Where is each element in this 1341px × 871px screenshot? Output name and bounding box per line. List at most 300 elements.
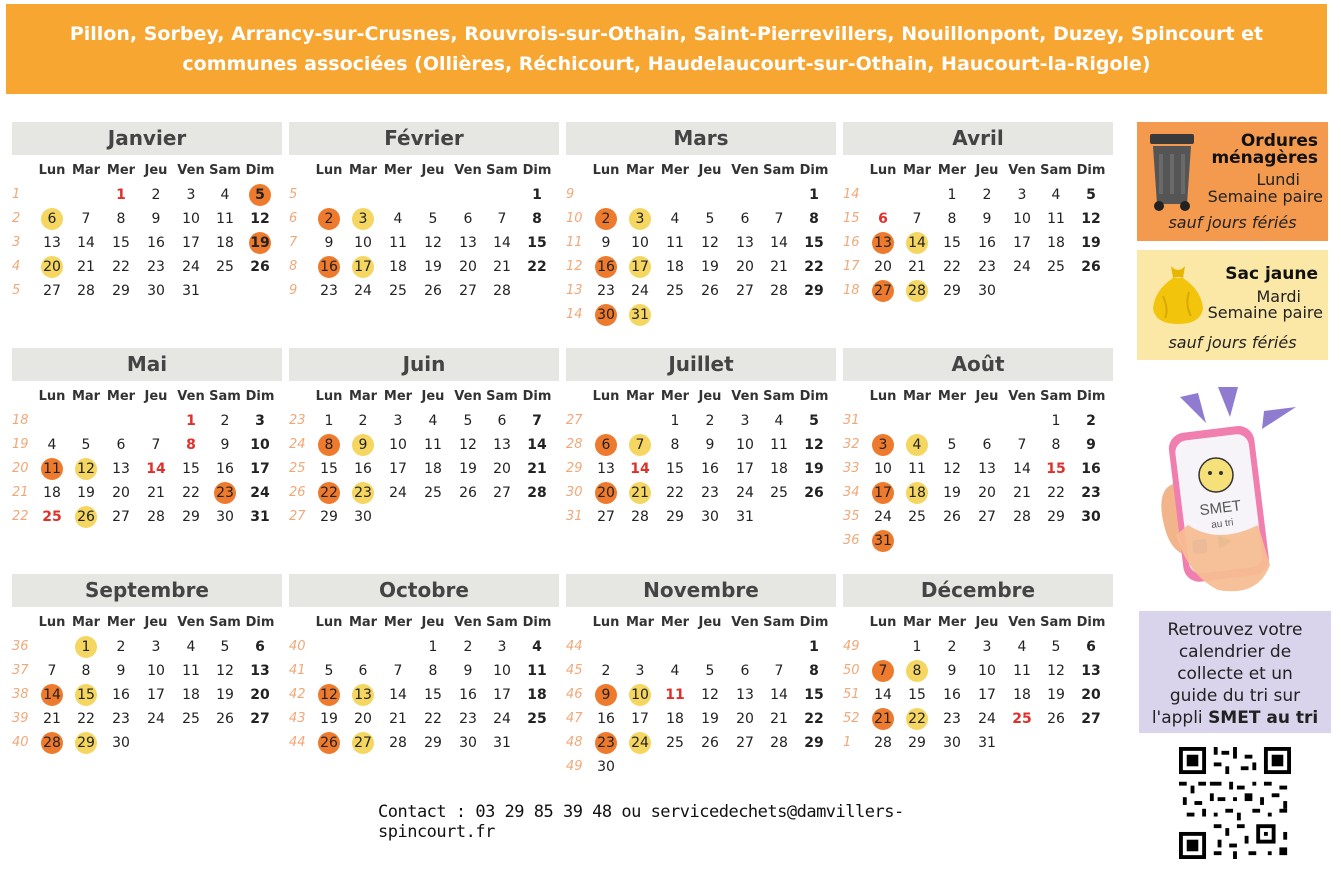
calendar-day: 17 — [1013, 235, 1031, 251]
weekday-label: Ven — [731, 615, 759, 630]
week-number: 9 — [289, 283, 298, 298]
calendar-day: 2 — [982, 187, 992, 203]
calendar-day: 15 — [424, 687, 442, 703]
weekday-label: Mer — [937, 389, 967, 404]
legend-ordures-menageres — [1137, 122, 1328, 241]
calendar-day: 13 — [1081, 663, 1101, 679]
app-name-top: SMET — [1198, 497, 1243, 520]
collection-day-sac-jaune: 17 — [352, 256, 374, 278]
week-number: 44 — [289, 735, 306, 750]
week-number: 14 — [566, 307, 583, 322]
month-mai — [12, 348, 282, 529]
calendar-day: 24 — [250, 485, 270, 501]
week-row — [566, 279, 836, 303]
calendar-day: 20 — [736, 259, 754, 275]
calendar-day: 22 — [804, 711, 824, 727]
weekday-label: Mar — [348, 163, 378, 178]
weekday-label: Mar — [348, 389, 378, 404]
calendar-day: 2 — [220, 413, 230, 429]
weekday-label: Mer — [937, 163, 967, 178]
calendar-day: 24 — [354, 283, 372, 299]
calendar-day: 23 — [943, 711, 961, 727]
calendar-day: 7 — [47, 663, 57, 679]
calendar-day: 25 — [1047, 259, 1065, 275]
month-title: Février — [289, 122, 559, 155]
calendar-day: 1 — [947, 187, 957, 203]
calendar-day: 23 — [701, 485, 719, 501]
week-row — [12, 255, 282, 279]
weekday-label: Dim — [799, 163, 829, 178]
week-row — [289, 505, 559, 529]
calendar-day: 30 — [112, 735, 130, 751]
calendar-day: 4 — [532, 639, 542, 655]
calendar-day: 22 — [182, 485, 200, 501]
weekday-label: Sam — [486, 615, 518, 630]
weekday-label: Jeu — [698, 163, 722, 178]
promo-line-4: guide du tri sur — [1169, 686, 1301, 706]
calendar-day: 24 — [736, 485, 754, 501]
weekday-label: Jeu — [975, 615, 999, 630]
week-row — [843, 505, 1113, 529]
calendar-day: 5 — [428, 211, 438, 227]
week-number: 48 — [566, 735, 583, 750]
calendar-day: 10 — [389, 437, 407, 453]
calendar-day: 12 — [424, 235, 442, 251]
holiday-day: 8 — [186, 437, 196, 453]
calendar-day: 25 — [216, 259, 234, 275]
collection-day-sac-jaune: 31 — [629, 304, 651, 326]
promo-app-name: SMET au tri — [1208, 708, 1319, 728]
calendar-day: 4 — [1051, 187, 1061, 203]
weekday-label: Jeu — [421, 615, 445, 630]
calendar-day: 10 — [493, 663, 511, 679]
collection-day-ordures: 12 — [318, 684, 340, 706]
weekday-header-row — [843, 159, 1113, 183]
collection-day-ordures: 7 — [872, 660, 894, 682]
calendar-day: 9 — [116, 663, 126, 679]
calendar-day: 9 — [220, 437, 230, 453]
calendar-day: 13 — [736, 235, 754, 251]
month-mars — [566, 122, 836, 327]
calendar-day: 10 — [874, 461, 892, 477]
calendar-day: 20 — [874, 259, 892, 275]
calendar-day: 11 — [389, 235, 407, 251]
calendar-day: 21 — [493, 259, 511, 275]
weekday-label: Dim — [245, 389, 275, 404]
weekday-label: Jeu — [698, 615, 722, 630]
calendar-day: 22 — [527, 259, 547, 275]
calendar-day: 14 — [493, 235, 511, 251]
holiday-day: 25 — [1012, 711, 1032, 727]
weekday-label: Dim — [522, 389, 552, 404]
weekday-label: Ven — [454, 615, 482, 630]
month-juillet — [566, 348, 836, 529]
holiday-day: 14 — [630, 461, 650, 477]
calendar-day: 4 — [393, 211, 403, 227]
weekday-label: Lun — [315, 163, 343, 178]
calendar-day: 16 — [147, 235, 165, 251]
week-number: 49 — [843, 639, 860, 654]
calendar-day: 27 — [978, 509, 996, 525]
calendar-day: 1 — [670, 413, 680, 429]
calendar-day: 16 — [597, 711, 615, 727]
calendar-day: 9 — [601, 235, 611, 251]
week-row — [843, 659, 1113, 683]
app-name-bottom: au tri — [1210, 517, 1235, 531]
calendar-day: 2 — [705, 413, 715, 429]
collection-day-sac-jaune: 29 — [75, 732, 97, 754]
calendar-day: 5 — [1051, 639, 1061, 655]
calendar-day: 22 — [804, 259, 824, 275]
collection-day-sac-jaune: 17 — [629, 256, 651, 278]
week-number: 32 — [843, 437, 860, 452]
weekday-label: Ven — [177, 389, 205, 404]
calendar-day: 16 — [459, 687, 477, 703]
calendar-day: 21 — [770, 259, 788, 275]
weekday-label: Ven — [1008, 163, 1036, 178]
calendar-day: 3 — [151, 639, 161, 655]
weekday-label: Ven — [454, 163, 482, 178]
weekday-label: Ven — [454, 389, 482, 404]
week-row — [566, 707, 836, 731]
holiday-day: 25 — [42, 509, 62, 525]
calendar-day: 24 — [1013, 259, 1031, 275]
calendar-day: 17 — [147, 687, 165, 703]
week-row — [843, 183, 1113, 207]
calendar-day: 11 — [1013, 663, 1031, 679]
calendar-day: 19 — [943, 485, 961, 501]
week-number: 31 — [566, 509, 583, 524]
week-row — [843, 255, 1113, 279]
calendar-day: 25 — [182, 711, 200, 727]
week-number: 39 — [12, 711, 29, 726]
calendar-day: 13 — [459, 235, 477, 251]
calendar-day: 30 — [354, 509, 372, 525]
month-title: Juin — [289, 348, 559, 381]
calendar-day: 9 — [1086, 437, 1096, 453]
weekday-label: Sam — [209, 163, 241, 178]
calendar-day: 28 — [770, 735, 788, 751]
collection-day-sac-jaune: 23 — [352, 482, 374, 504]
week-row — [12, 409, 282, 433]
calendar-day: 14 — [770, 235, 788, 251]
weekday-label: Ven — [1008, 389, 1036, 404]
weekday-label: Sam — [209, 389, 241, 404]
week-row — [12, 183, 282, 207]
calendar-day: 26 — [1081, 259, 1101, 275]
week-number: 43 — [289, 711, 306, 726]
weekday-label: Mer — [383, 163, 413, 178]
calendar-day: 25 — [908, 509, 926, 525]
weekday-label: Sam — [763, 615, 795, 630]
calendar-day: 28 — [389, 735, 407, 751]
week-number: 7 — [289, 235, 298, 250]
calendar-day: 12 — [1081, 211, 1101, 227]
calendar-day: 6 — [255, 639, 265, 655]
calendar-day: 29 — [666, 509, 684, 525]
calendar-day: 30 — [147, 283, 165, 299]
calendar-day: 5 — [705, 663, 715, 679]
calendar-day: 8 — [81, 663, 91, 679]
calendar-day: 12 — [701, 687, 719, 703]
calendar-day: 10 — [354, 235, 372, 251]
week-number: 11 — [566, 235, 583, 250]
week-number: 2 — [12, 211, 21, 226]
week-row — [12, 707, 282, 731]
collection-day-sac-jaune: 13 — [352, 684, 374, 706]
weekday-label: Lun — [315, 615, 343, 630]
collection-day-sac-jaune: 9 — [352, 434, 374, 456]
calendar-day: 17 — [736, 461, 754, 477]
calendar-day: 27 — [459, 283, 477, 299]
calendar-day: 2 — [1086, 413, 1096, 429]
calendar-day: 20 — [459, 259, 477, 275]
calendar-day: 8 — [532, 211, 542, 227]
calendar-day: 23 — [112, 711, 130, 727]
week-number: 14 — [843, 187, 860, 202]
week-number: 45 — [566, 663, 583, 678]
week-number: 46 — [566, 687, 583, 702]
calendar-day: 13 — [597, 461, 615, 477]
calendar-day: 2 — [116, 639, 126, 655]
ray-right-icon — [1262, 407, 1296, 429]
holiday-day: 15 — [1046, 461, 1066, 477]
calendar-day: 6 — [740, 663, 750, 679]
calendar-day: 18 — [182, 687, 200, 703]
week-row — [289, 207, 559, 231]
week-row — [843, 481, 1113, 505]
week-row — [843, 279, 1113, 303]
calendar-day: 25 — [770, 485, 788, 501]
month-title: Juillet — [566, 348, 836, 381]
week-number: 40 — [12, 735, 29, 750]
calendar-day: 9 — [982, 211, 992, 227]
calendar-day: 11 — [182, 663, 200, 679]
calendar-day: 17 — [182, 235, 200, 251]
week-number: 36 — [12, 639, 29, 654]
weekday-header-row — [566, 159, 836, 183]
weekday-header-row — [566, 611, 836, 635]
week-row — [289, 183, 559, 207]
calendar-day: 28 — [631, 509, 649, 525]
weekday-label: Mar — [625, 389, 655, 404]
calendar-day: 29 — [943, 283, 961, 299]
collection-day-ordures: 26 — [318, 732, 340, 754]
week-row — [566, 457, 836, 481]
calendar-day: 31 — [493, 735, 511, 751]
smet-app-phone-illustration — [1158, 385, 1308, 600]
week-row — [12, 505, 282, 529]
week-number: 1 — [843, 735, 852, 750]
month-decembre — [843, 574, 1113, 755]
calendar-day: 14 — [1013, 461, 1031, 477]
weekday-label: Jeu — [421, 389, 445, 404]
weekday-label: Ven — [731, 163, 759, 178]
calendar-day: 7 — [774, 663, 784, 679]
calendar-day: 21 — [77, 259, 95, 275]
calendar-day: 22 — [666, 485, 684, 501]
month-avril — [843, 122, 1113, 303]
week-row — [566, 183, 836, 207]
calendar-day: 8 — [809, 211, 819, 227]
weekday-label: Dim — [799, 615, 829, 630]
week-row — [566, 409, 836, 433]
calendar-day: 16 — [943, 687, 961, 703]
weekday-label: Mer — [106, 163, 136, 178]
week-row — [12, 433, 282, 457]
calendar-day: 10 — [182, 211, 200, 227]
collection-day-sac-jaune: 28 — [906, 280, 928, 302]
week-number: 27 — [289, 509, 306, 524]
calendar-day: 20 — [250, 687, 270, 703]
calendar-day: 27 — [112, 509, 130, 525]
calendar-day: 2 — [151, 187, 161, 203]
calendar-day: 26 — [943, 509, 961, 525]
weekday-label: Dim — [245, 163, 275, 178]
week-number: 29 — [566, 461, 583, 476]
calendar-day: 10 — [1013, 211, 1031, 227]
promo-line-3: collecte et un — [1177, 664, 1293, 684]
calendar-day: 7 — [912, 211, 922, 227]
calendar-day: 18 — [216, 235, 234, 251]
collection-day-sac-jaune: 3 — [352, 208, 374, 230]
weekday-label: Mer — [383, 389, 413, 404]
calendar-day: 26 — [1047, 711, 1065, 727]
collection-day-ordures: 28 — [41, 732, 63, 754]
week-number: 28 — [566, 437, 583, 452]
collection-day-sac-jaune: 24 — [629, 732, 651, 754]
qr-code-icon[interactable] — [1179, 747, 1291, 859]
legend-sj-note: sauf jours fériés — [1168, 333, 1297, 352]
legend-sj-day: Mardi — [1256, 287, 1301, 306]
collection-day-sac-jaune: 10 — [629, 684, 651, 706]
calendar-day: 6 — [497, 413, 507, 429]
calendar-day: 29 — [804, 283, 824, 299]
calendar-day: 12 — [459, 437, 477, 453]
week-row — [843, 635, 1113, 659]
weekday-label: Lun — [869, 615, 897, 630]
week-row — [289, 409, 559, 433]
collection-day-sac-jaune: 12 — [75, 458, 97, 480]
week-number: 4 — [12, 259, 21, 274]
calendar-day: 27 — [493, 485, 511, 501]
week-row — [12, 231, 282, 255]
week-number: 6 — [289, 211, 298, 226]
week-number: 24 — [289, 437, 306, 452]
calendar-day: 19 — [804, 461, 824, 477]
week-row — [289, 255, 559, 279]
calendar-day: 7 — [81, 211, 91, 227]
collection-day-ordures: 22 — [318, 482, 340, 504]
calendar-day: 15 — [666, 461, 684, 477]
calendar-day: 26 — [250, 259, 270, 275]
calendar-day: 3 — [740, 413, 750, 429]
week-row — [289, 481, 559, 505]
week-number: 26 — [289, 485, 306, 500]
week-row — [12, 207, 282, 231]
weekday-label: Mer — [106, 389, 136, 404]
week-number: 44 — [566, 639, 583, 654]
calendar-day: 30 — [216, 509, 234, 525]
calendar-day: 3 — [393, 413, 403, 429]
calendar-day: 26 — [424, 283, 442, 299]
calendar-day: 30 — [978, 283, 996, 299]
calendar-day: 27 — [736, 735, 754, 751]
weekday-label: Dim — [1076, 163, 1106, 178]
collection-day-ordures: 13 — [872, 232, 894, 254]
ray-middle-icon — [1218, 387, 1238, 417]
calendar-day: 10 — [250, 437, 270, 453]
calendar-day: 13 — [112, 461, 130, 477]
week-row — [12, 683, 282, 707]
collection-day-ordures: 23 — [595, 732, 617, 754]
week-number: 35 — [843, 509, 860, 524]
calendar-day: 12 — [1047, 663, 1065, 679]
calendar-day: 25 — [666, 735, 684, 751]
weekday-label: Lun — [315, 389, 343, 404]
calendar-day: 31 — [250, 509, 270, 525]
week-row — [843, 529, 1113, 553]
weekday-label: Sam — [1040, 163, 1072, 178]
legend-om-frequency: Semaine paire — [1207, 187, 1323, 206]
weekday-label: Dim — [245, 615, 275, 630]
legend-sac-jaune — [1137, 250, 1328, 360]
holiday-day: 1 — [116, 187, 126, 203]
weekday-header-row — [289, 159, 559, 183]
week-number: 27 — [566, 413, 583, 428]
calendar-day: 1 — [532, 187, 542, 203]
legend-om-title-1: Ordures — [1240, 131, 1318, 151]
week-row — [289, 683, 559, 707]
week-row — [843, 207, 1113, 231]
weekday-header-row — [12, 611, 282, 635]
contact-line: Contact : 03 29 85 39 48 ou servicedechets@damvillers-spincourt.fr — [378, 802, 904, 842]
calendar-day: 5 — [705, 211, 715, 227]
week-number: 33 — [843, 461, 860, 476]
calendar-day: 6 — [358, 663, 368, 679]
calendar-day: 8 — [809, 663, 819, 679]
calendar-day: 30 — [459, 735, 477, 751]
collection-day-sac-jaune: 20 — [41, 256, 63, 278]
calendar-day: 31 — [182, 283, 200, 299]
calendar-day: 22 — [112, 259, 130, 275]
calendar-day: 17 — [389, 461, 407, 477]
weekday-label: Sam — [486, 163, 518, 178]
calendar-day: 2 — [463, 639, 473, 655]
calendar-day: 4 — [220, 187, 230, 203]
calendar-day: 8 — [116, 211, 126, 227]
month-title: Janvier — [12, 122, 282, 155]
calendar-day: 15 — [182, 461, 200, 477]
week-row — [566, 433, 836, 457]
weekday-label: Mer — [660, 389, 690, 404]
calendar-day: 15 — [112, 235, 130, 251]
collection-day-sac-jaune: 4 — [906, 434, 928, 456]
calendar-day: 24 — [493, 711, 511, 727]
calendar-day: 28 — [77, 283, 95, 299]
week-number: 16 — [843, 235, 860, 250]
calendar-day: 13 — [736, 687, 754, 703]
week-row — [566, 481, 836, 505]
calendar-day: 3 — [635, 663, 645, 679]
weekday-label: Mer — [937, 615, 967, 630]
calendar-day: 23 — [147, 259, 165, 275]
calendar-day: 9 — [324, 235, 334, 251]
weekday-label: Lun — [38, 389, 66, 404]
calendar-day: 29 — [112, 283, 130, 299]
weekday-label: Mar — [71, 389, 101, 404]
calendar-day: 28 — [493, 283, 511, 299]
